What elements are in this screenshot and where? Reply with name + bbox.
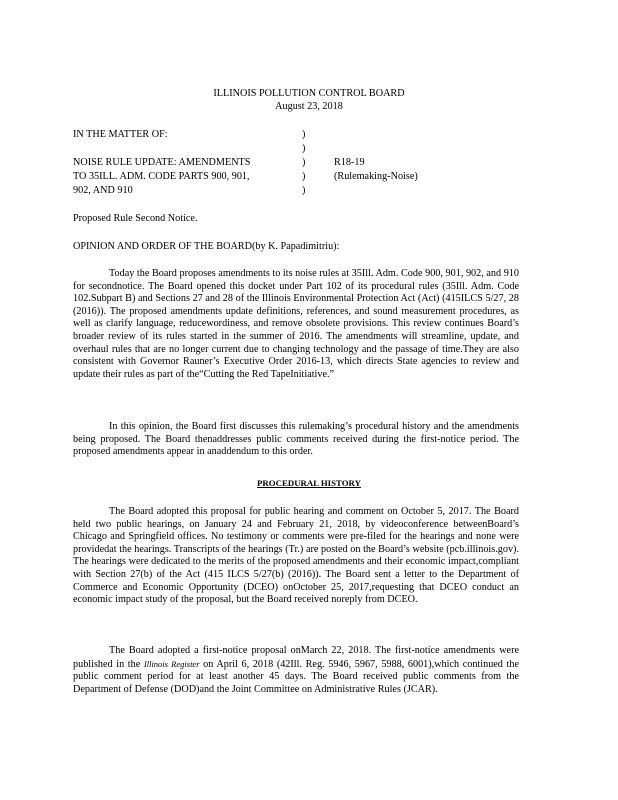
document-date: August 23, 2018	[275, 101, 343, 112]
paragraph-text: In this opinion, the Board first discusses this rulemaking’s procedural history and the amendments being proposed. The Board thenaddresses public comments received during the first-notice period. The proposed amendments appear in anaddendum to this order.	[73, 421, 519, 458]
docket-type: (Rulemaking-Noise)	[334, 171, 418, 182]
caption-paren: )	[302, 129, 306, 140]
paragraph-1	[73, 268, 519, 381]
notice-title: Proposed Rule Second Notice.	[73, 213, 198, 224]
docket-number: R18-19	[334, 157, 365, 168]
caption-paren: )	[302, 143, 306, 154]
paragraph-text	[73, 645, 519, 696]
caption-paren: )	[302, 157, 306, 168]
paragraph-3	[73, 506, 519, 607]
caption-line-4: TO 35ILL. ADM. CODE PARTS 900, 901,	[73, 171, 250, 182]
section-heading-text: PROCEDURAL HISTORY	[257, 478, 361, 488]
caption-line-5: 902, AND 910	[73, 185, 133, 196]
paragraph-text: The Board adopted this proposal for public hearing and comment on October 5, 2017. The Board held two public hearings, on January 24 and February 21, 2018, by videoconference betweenBoard’s Chicago and Springfield offices. No testimony or comments were pre-filed for the hearings and none were providedat the hearings. Transcripts of the hearings (Tr.) are posted on the Board’s website (pcb.illinois.gov). The hearings were dedicated to the merits of the proposed amendments and their economic impact,compliant with Section 27(b) of the Act (415 ILCS 5/27(b) (2016)). The Board sent a letter to the Department of Commerce and Economic Opportunity (DCEO) onOctober 25, 2017,requesting that DCEO conduct an economic impact study of the proposal, but the Board received noreply from DCEO.	[73, 506, 519, 606]
journal-name: Illinois Register	[143, 658, 200, 669]
caption-paren: )	[302, 171, 306, 182]
paragraph-text-part: The Board adopted a first-notice proposal onMarch 22, 2018. The first-notice amendments were published in the	[73, 645, 519, 670]
paragraph-4	[73, 645, 519, 696]
caption-line-3: NOISE RULE UPDATE: AMENDMENTS	[73, 157, 251, 168]
paragraph-2	[73, 421, 519, 459]
section-heading	[0, 478, 618, 488]
paragraph-text-part: on April 6, 2018 (42Ill. Reg. 5946, 5967, 5988, 6001),which continued the public comment period for at least another 45 days. The Board received public comments from the Department of Defense (DOD)and the Joint Committee on Administrative Rules (JCAR).	[73, 658, 519, 695]
caption-line-1: IN THE MATTER OF:	[73, 129, 168, 140]
paragraph-text: Today the Board proposes amendments to its noise rules at 35Ill. Adm. Code 900, 901, 902, and 910 for secondnotice. The Board opened this docket under Part 102 of its procedural rules (35Ill. Adm. Code 102.Subpart B) and Sections 27 and 28 of the Illinois Environmental Protection Act (Act) (415ILCS 5/27, 28 (2016)). The proposed amendments update definitions, references, and sound measurement procedures, as well as clarify language, reducewordiness, and remove obsolete provisions. This review continues Board’s broader review of its rules started in the summer of 2016. The amendments will streamline, update, and overhaul rules that are no longer current due to changing technology and the passage of time.They are also consistent with Governor Rauner’s Executive Order 2016-13, which directs State agencies to review and update their rules as part of the“Cutting the Red TapeInitiative.”	[73, 268, 519, 380]
org-name: ILLINOIS POLLUTION CONTROL BOARD	[213, 88, 405, 99]
caption-paren: )	[302, 185, 306, 196]
opinion-title: OPINION AND ORDER OF THE BOARD(by K. Papadimitriu):	[73, 241, 340, 252]
